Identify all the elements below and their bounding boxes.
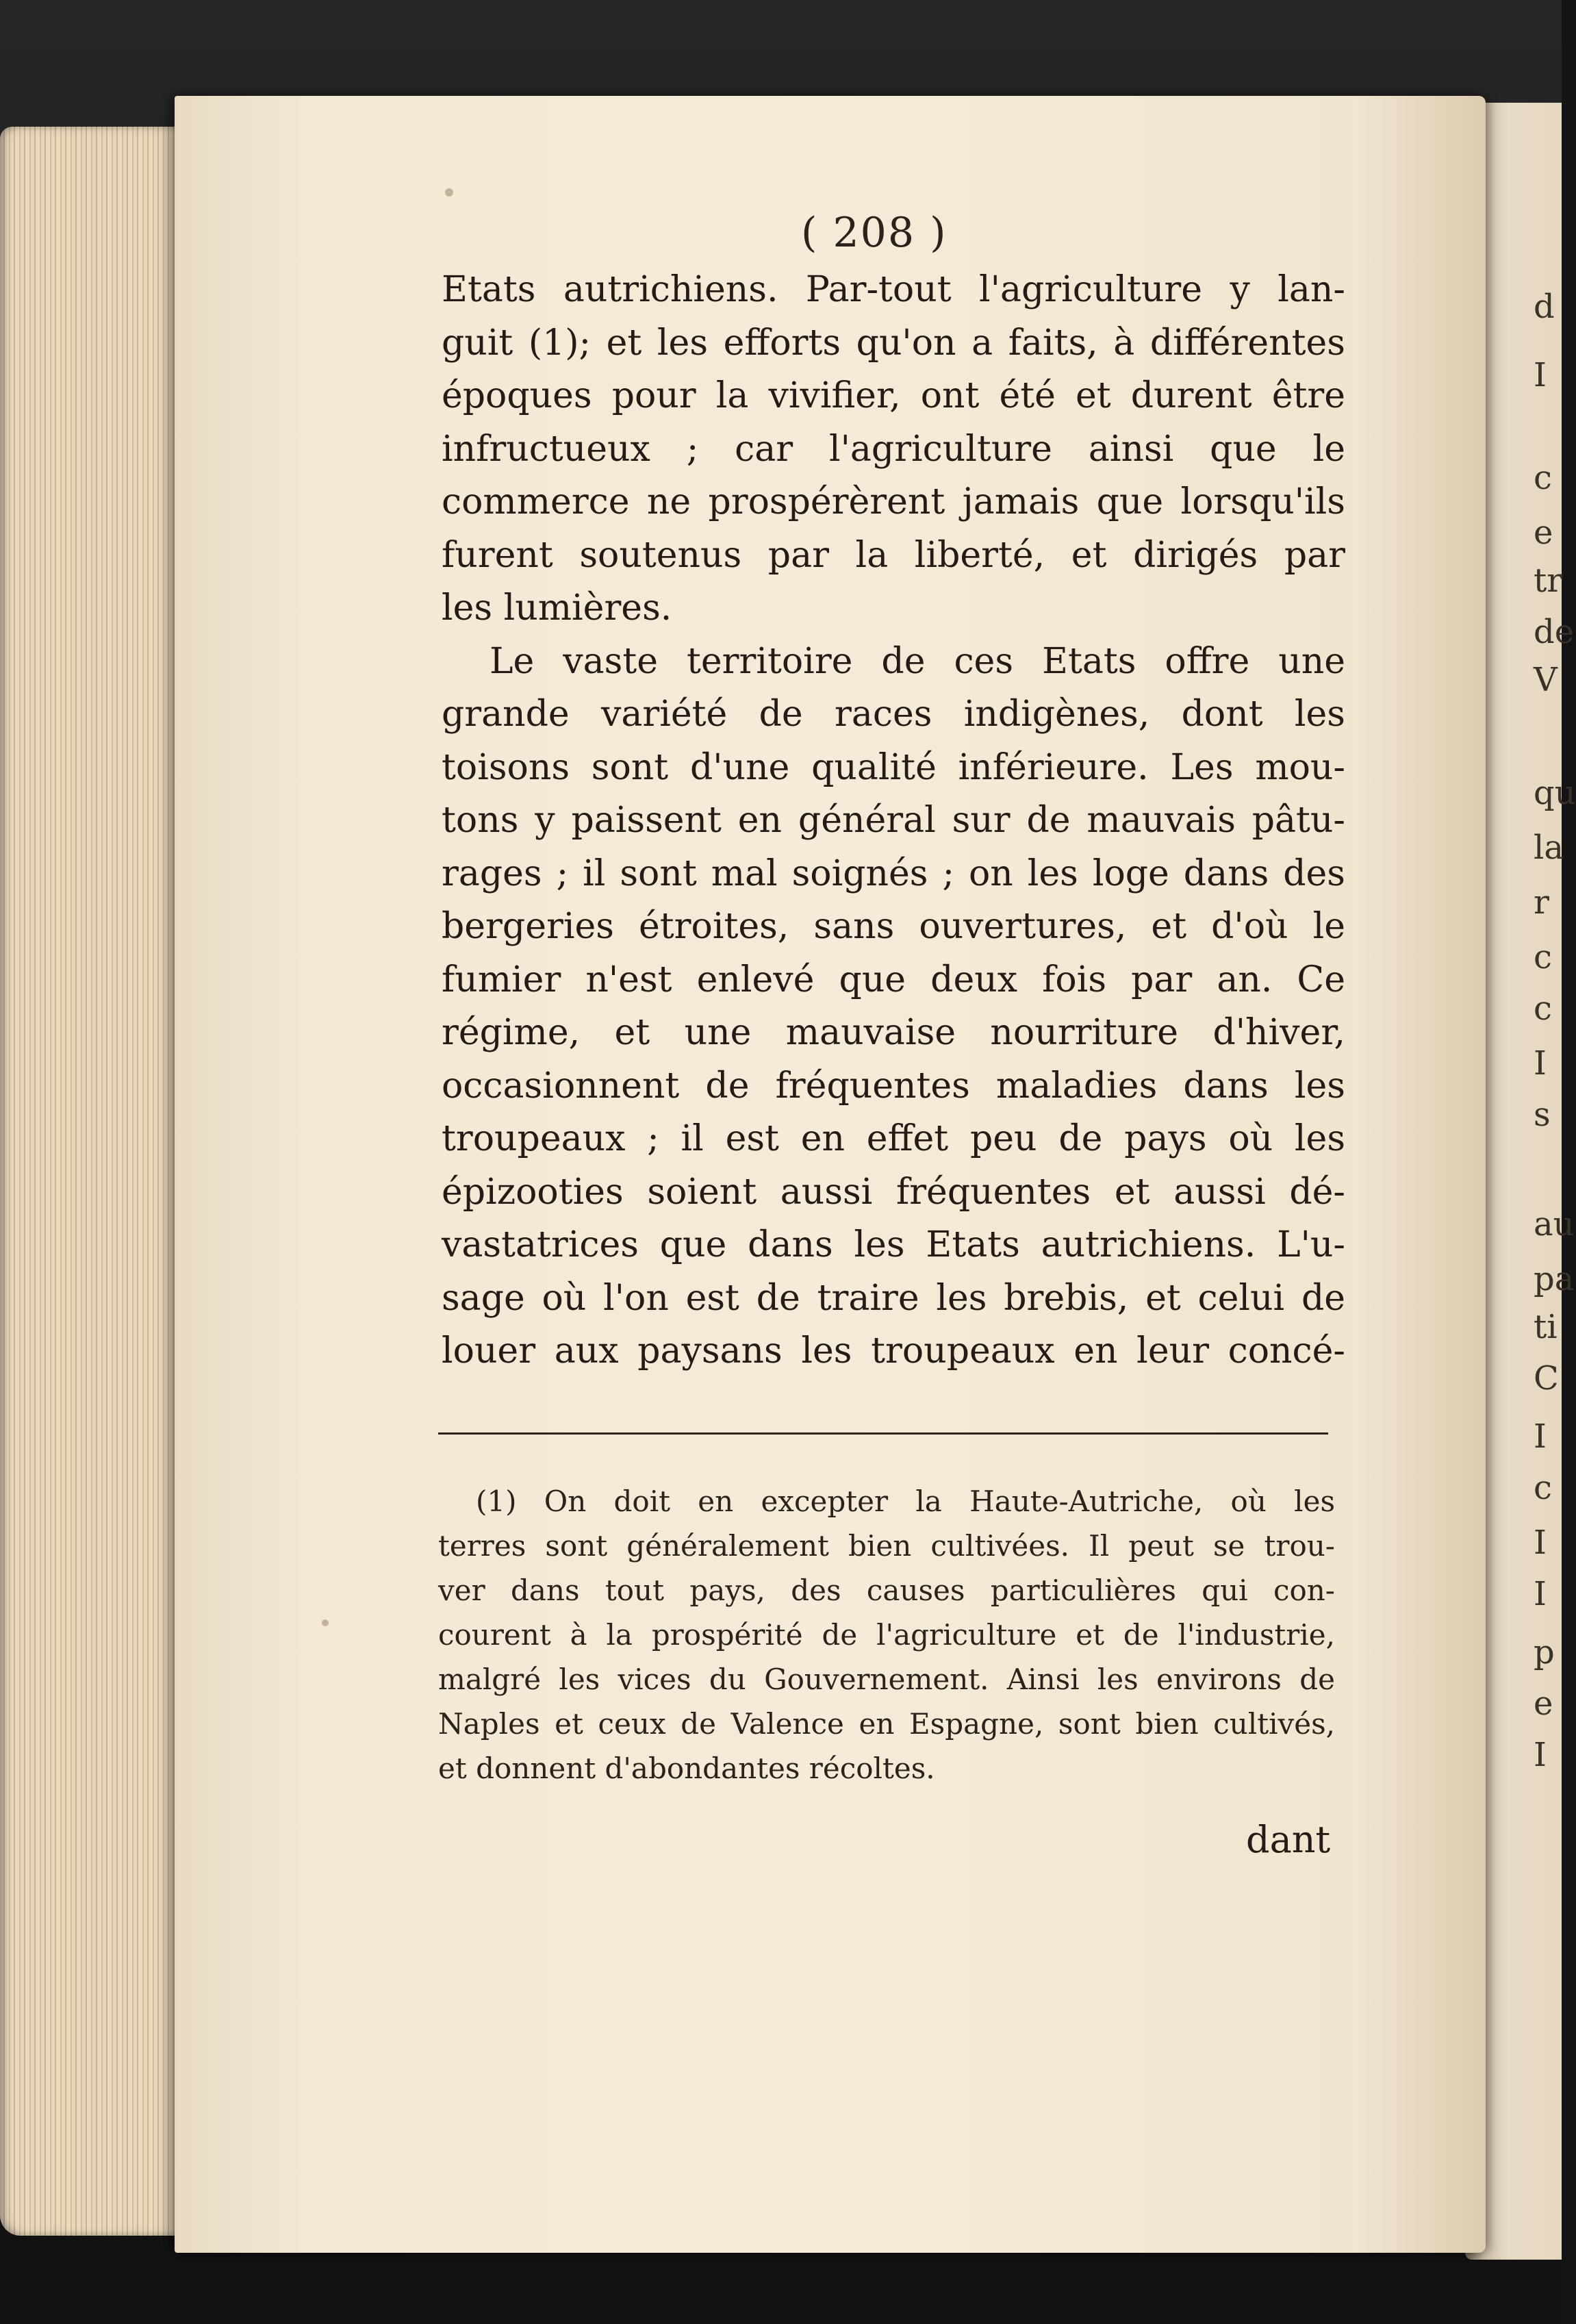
edge-letter: I	[1534, 1575, 1547, 1613]
edge-letter: ti	[1534, 1308, 1558, 1346]
edge-letter: c	[1534, 989, 1552, 1028]
paper-stain	[322, 1619, 329, 1626]
body-line: fumier n'est enlevé que deux fois par an. Ce	[442, 959, 1345, 1000]
edge-letter: au	[1534, 1205, 1575, 1243]
edge-letter: qu	[1534, 774, 1576, 812]
edge-letter: I	[1534, 1524, 1547, 1562]
body-line: les lumières.	[442, 588, 672, 629]
footnote-line: Naples et ceux de Valence en Espagne, sont bien cultivés,	[438, 1707, 1335, 1741]
body-line: commerce ne prospérèrent jamais que lorsqu'ils	[442, 481, 1345, 522]
edge-letter: I	[1534, 1736, 1547, 1774]
paper-stain	[445, 188, 453, 197]
body-line: rages ; il sont mal soignés ; on les loge dans des	[442, 852, 1345, 894]
footnote-line: terres sont généralement bien cultivées. Il peut se trou-	[438, 1529, 1335, 1563]
body-line: troupeaux ; il est en effet peu de pays où les	[442, 1118, 1345, 1159]
edge-letter: e	[1534, 1684, 1553, 1723]
edge-letter: pa	[1534, 1260, 1575, 1298]
body-line: régime, et une mauvaise nourriture d'hiver,	[442, 1012, 1345, 1053]
body-text	[442, 264, 1345, 1378]
catchword: dant	[1246, 1818, 1331, 1861]
edge-letter: I	[1534, 1417, 1547, 1456]
body-line: grande variété de races indigènes, dont les	[442, 694, 1345, 735]
edge-letter: c	[1534, 1469, 1552, 1507]
footnote-line: malgré les vices du Gouvernement. Ainsi les environs de	[438, 1663, 1335, 1696]
body-line: épizooties soient aussi fréquentes et aussi dé-	[442, 1171, 1345, 1213]
edge-letter: e	[1534, 514, 1553, 552]
footnote-line: ver dans tout pays, des causes particulières qui con-	[438, 1574, 1335, 1607]
edge-letter: s	[1534, 1096, 1551, 1134]
edge-letter: I	[1534, 1044, 1547, 1083]
body-line: Etats autrichiens. Par-tout l'agriculture y lan-	[442, 269, 1345, 310]
body-line: Le vaste territoire de ces Etats offre une	[490, 640, 1345, 682]
body-line: furent soutenus par la liberté, et dirigés par	[442, 534, 1345, 576]
body-line: vastatrices que dans les Etats autrichiens. L'u-	[442, 1224, 1345, 1265]
body-line: sage où l'on est de traire les brebis, et celui de	[442, 1277, 1345, 1319]
footnote-line: (1) On doit en excepter la Haute-Autriche, où les	[476, 1485, 1335, 1518]
edge-letter: c	[1534, 938, 1552, 976]
body-line: guit (1); et les efforts qu'on a faits, à différentes	[442, 322, 1345, 364]
page-number: ( 208 )	[801, 209, 948, 257]
footnote-line: courent à la prospérité de l'agriculture et de l'industrie,	[438, 1618, 1335, 1652]
edge-letter: p	[1534, 1633, 1555, 1671]
edge-letter: r	[1534, 883, 1549, 922]
edge-letter: C	[1534, 1359, 1559, 1398]
edge-letter: c	[1534, 459, 1552, 497]
next-page-edge-letters	[1534, 103, 1575, 2260]
body-line: louer aux paysans les troupeaux en leur concé-	[442, 1330, 1345, 1372]
footnote	[438, 1479, 1335, 1791]
edge-letter: d	[1534, 288, 1555, 326]
body-line: occasionnent de fréquentes maladies dans les	[442, 1065, 1345, 1107]
edge-letter: de	[1534, 613, 1575, 651]
edge-letter: V	[1534, 661, 1558, 699]
edge-letter: tr	[1534, 561, 1563, 600]
footnote-rule	[438, 1432, 1328, 1435]
body-line: tons y paissent en général sur de mauvais pâtu-	[442, 800, 1345, 841]
body-line: époques pour la vivifier, ont été et durent être	[442, 375, 1345, 416]
body-line: infructueux ; car l'agriculture ainsi que le	[442, 428, 1345, 470]
body-line: bergeries étroites, sans ouvertures, et d'où le	[442, 906, 1345, 947]
body-line: toisons sont d'une qualité inférieure. Les mou-	[442, 746, 1345, 788]
edge-letter: I	[1534, 356, 1547, 394]
edge-letter: la	[1534, 829, 1564, 867]
footnote-line: et donnent d'abondantes récoltes.	[438, 1752, 935, 1785]
